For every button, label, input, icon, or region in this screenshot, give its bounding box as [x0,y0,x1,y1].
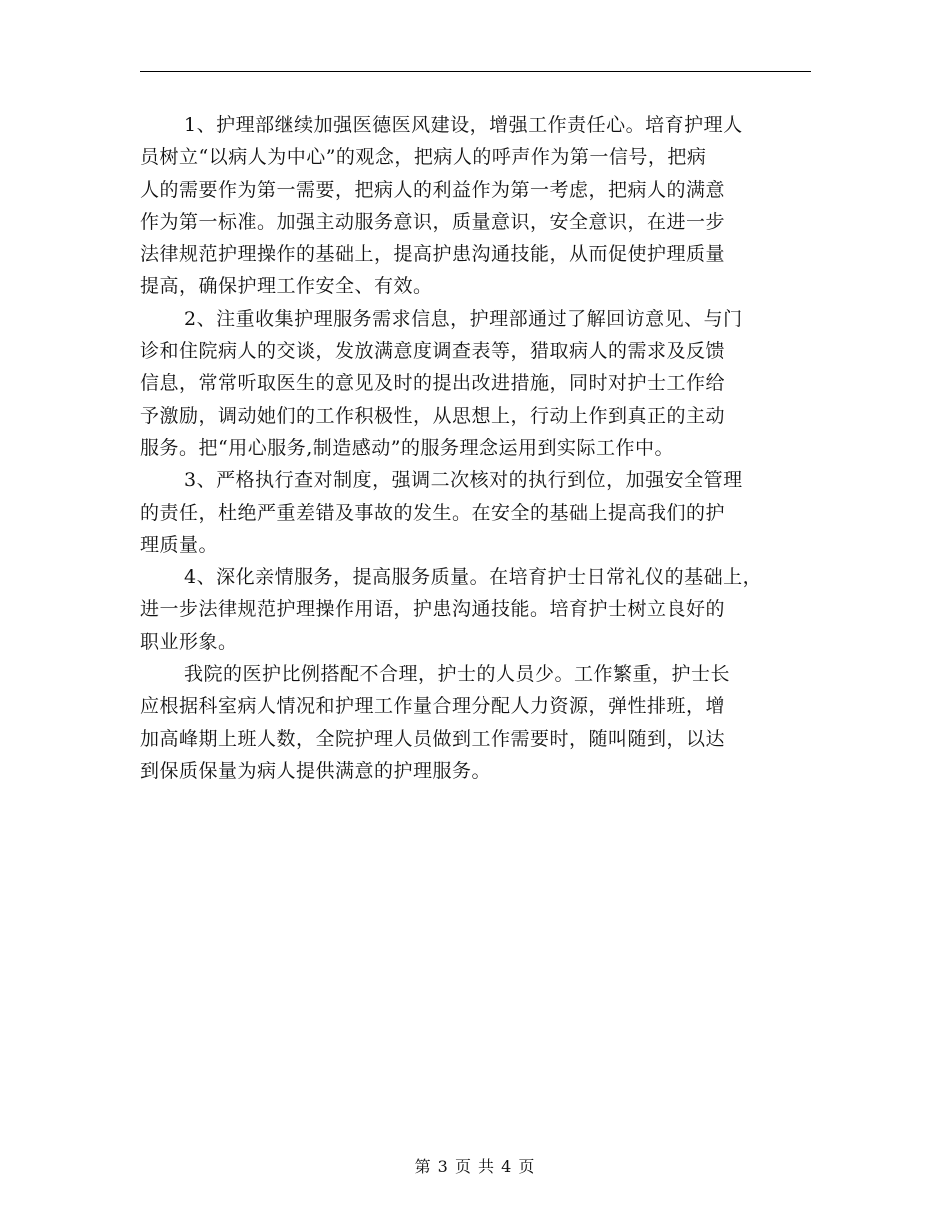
text-line: 3、严格执行查对制度，强调二次核对的执行到位，加强安全管理 [184,469,743,492]
page-number: 第 3 页 共 4 页 [414,1157,536,1176]
text-line: 予激励，调动她们的工作积极性，从思想上，行动上作到真正的主动 [140,404,726,427]
text-line: 员树立“以病人为中心”的观念，把病人的呼声作为第一信号，把病 [140,146,707,169]
text-line: 到保质保量为病人提供满意的护理服务。 [140,759,492,782]
text-line: 我院的医护比例搭配不合理，护士的人员少。工作繁重，护士长 [184,663,731,686]
text-line: 4、深化亲情服务，提高服务质量。在培育护士日常礼仪的基础上， [184,566,763,589]
text-line: 人的需要作为第一需要，把病人的利益作为第一考虑，把病人的满意 [140,178,726,201]
text-line: 应根据科室病人情况和护理工作量合理分配人力资源，弹性排班，增 [140,695,726,718]
text-line: 作为第一标准。加强主动服务意识，质量意识，安全意识，在进一步 [140,210,726,233]
text-line: 加高峰期上班人数，全院护理人员做到工作需要时，随叫随到，以达 [140,727,726,750]
text-line: 服务。把“用心服务,制造感动”的服务理念运用到实际工作中。 [140,436,674,459]
text-line: 信息，常常听取医生的意见及时的提出改进措施，同时对护士工作给 [140,372,726,395]
text-line: 进一步法律规范护理操作用语，护患沟通技能。培育护士树立良好的 [140,598,726,621]
text-line: 提高，确保护理工作安全、有效。 [140,275,433,298]
paragraph-3 [140,464,812,561]
paragraph-5 [140,658,812,787]
document-body [140,109,812,787]
text-line: 职业形象。 [140,630,238,653]
text-line: 1、护理部继续加强医德医风建设，增强工作责任心。培育护理人 [184,114,743,136]
text-line: 的责任，杜绝严重差错及事故的发生。在安全的基础上提高我们的护 [140,501,726,524]
paragraph-1 [140,109,812,303]
text-line: 诊和住院病人的交谈，发放满意度调查表等，猎取病人的需求及反馈 [140,340,726,363]
header-rule [140,71,811,72]
paragraph-2 [140,303,812,464]
text-line: 理质量。 [140,533,219,556]
paragraph-4 [140,561,812,658]
text-line: 2、注重收集护理服务需求信息，护理部通过了解回访意见、与门 [184,307,743,330]
text-line: 法律规范护理操作的基础上，提高护患沟通技能，从而促使护理质量 [140,243,726,266]
